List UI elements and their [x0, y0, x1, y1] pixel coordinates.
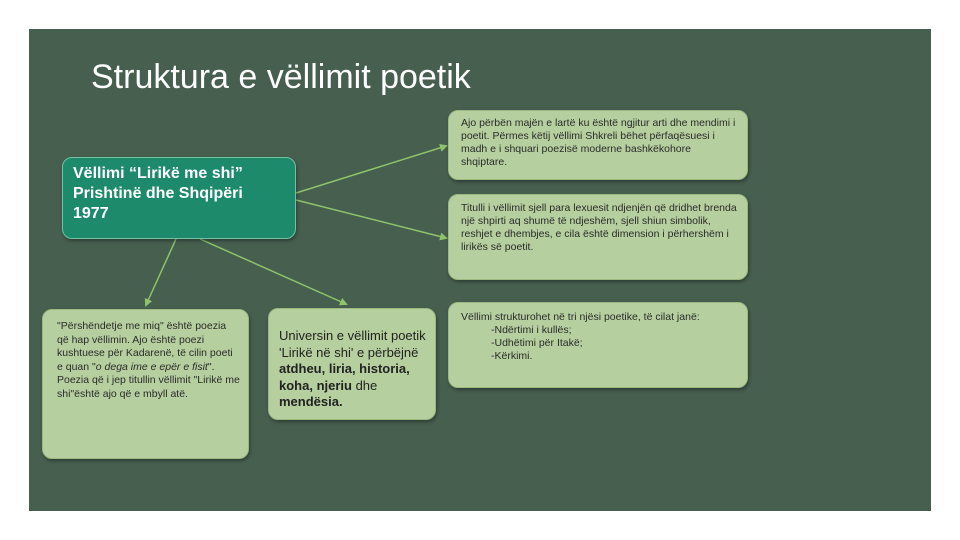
structure-intro: Vëllimi strukturohet në tri njësi poetike, të cilat janë:	[461, 311, 700, 323]
closing-poem-text: Poezia që i jep titullin vëllimit "Lirikë me shi"është ajo që e mbyll atë.	[57, 374, 240, 400]
universe-box	[268, 308, 436, 420]
universe-text: Universin e vëllimit poetik 'Lirikë në shi' e përbëjnë	[279, 328, 426, 360]
summit-text: Ajo përbën majën e lartë ku është ngjitur arti dhe mendimi i poetit. Përmes këtij vëllimi Shkreli bëhet përfaqësuesi i madh e i shquari poezisë moderne bashkëkohore shqiptare.	[461, 117, 736, 168]
structure-item: -Ndërtimi i kullës;	[491, 324, 572, 336]
title-meaning-text: Titulli i vëllimit sjell para lexuesit ndjenjën që dridhet brenda një shpirti aq shumë të ndjeshëm, sjell shiun simbolik, reshjet e dhembjes, e cila është dimension i përhershëm i lirikës së poetit.	[461, 202, 737, 253]
structure-item: -Kërkimi.	[491, 350, 533, 362]
structure-box	[448, 302, 748, 388]
opening-poem-quote: o dega ime e epër e fisit	[95, 360, 208, 373]
structure-item: -Udhëtimi për Itakë;	[491, 337, 583, 349]
summit-box	[448, 110, 748, 180]
main-volume-box	[62, 157, 296, 239]
opening-poem-box	[42, 309, 249, 459]
universe-text-and: dhe	[351, 377, 378, 393]
opening-poem-text-end: ".	[207, 360, 215, 373]
main-box-line-1: Vëllimi “Lirikë me shi”	[73, 165, 243, 182]
opening-poem-text: "Përshëndetje me miq" është poezia që hap vëllimin. Ajo është poezi kushtuese për Kadarenë, të cilin poeti e quan "	[57, 320, 233, 373]
universe-themes: atdheu, liria, historia, koha, njeriu	[279, 361, 410, 393]
universe-mentality: mendësia.	[279, 394, 343, 409]
main-box-line-3: 1977	[73, 205, 109, 222]
title-meaning-box	[448, 194, 748, 280]
slide-title: Struktura e vëllimit poetik	[91, 58, 471, 96]
main-box-line-2: Prishtinë dhe Shqipëri	[73, 185, 243, 202]
